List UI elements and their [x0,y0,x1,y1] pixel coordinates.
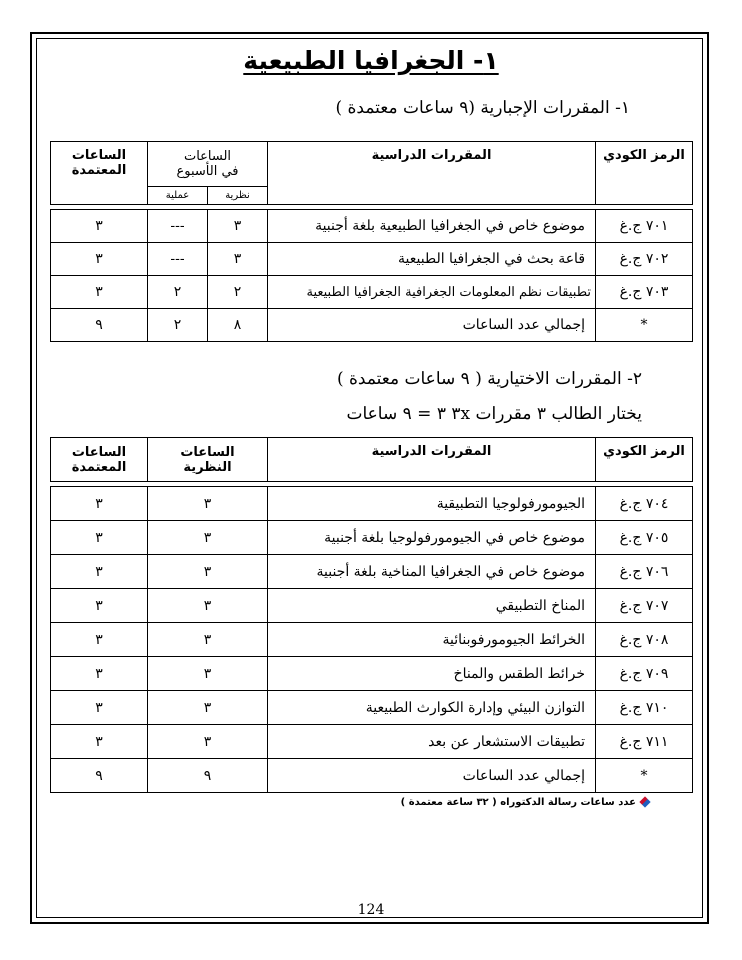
table-total-row: * إجمالي عدد الساعات ٨ ٢ ٩ [51,309,693,342]
table-row: ٧٠٥ ج.غ موضوع خاص في الجيومورفولوجيا بلغة أجنبية ٣ ٣ [51,521,693,555]
header-theoretical: نظرية [208,187,268,205]
page-number: 124 [357,902,385,918]
header-code: الرمز الكودي [596,142,693,205]
section2-note: يختار الطالب ٣ مقررات ٣x ٣ = ٩ ساعات [346,404,642,424]
header-credit: الساعات المعتمدة [51,438,148,482]
table-row: ٧١١ ج.غ تطبيقات الاستشعار عن بعد ٣ ٣ [51,725,693,759]
table-row: ٧٠٩ ج.غ خرائط الطقس والمناخ ٣ ٣ [51,657,693,691]
table-total-row: * إجمالي عدد الساعات ٩ ٩ [51,759,693,793]
header-theoretical-hours: الساعات النظرية [148,438,268,482]
table-header-row [51,142,693,187]
table-row: ٧٠١ ج.غ موضوع خاص في الجغرافيا الطبيعية بلغة أجنبية ٣ --- ٣ [51,210,693,243]
compulsory-courses-table [50,141,693,342]
header-credit: الساعات المعتمدة [51,142,148,205]
table-row: ٧٠٦ ج.غ موضوع خاص في الجغرافيا المناخية بلغة أجنبية ٣ ٣ [51,555,693,589]
table-row: ٧٠٣ ج.غ تطبيقات نظم المعلومات الجغرافية الجغرافيا الطبيعية ٢ ٢ ٣ [51,276,693,309]
elective-courses-table [50,437,693,793]
table-row: ٧٠٤ ج.غ الجيومورفولوجيا التطبيقية ٣ ٣ [51,487,693,521]
table-row: ٧١٠ ج.غ التوازن البيئي وإدارة الكوارث الطبيعية ٣ ٣ [51,691,693,725]
header-course: المقررات الدراسية [268,142,596,205]
section1-heading: ١- المقررات الإجبارية (٩ ساعات معتمدة ) [335,98,630,118]
footnote: عدد ساعات رسالة الدكتوراه ( ٣٢ ساعة معتمدة ) [401,797,650,808]
header-weekly-hours: الساعات في الأسبوع [148,142,268,187]
table-row: ٧٠٢ ج.غ قاعة بحث في الجغرافيا الطبيعية ٣ --- ٣ [51,243,693,276]
table-header-row [51,438,693,482]
header-practical: عملية [148,187,208,205]
table-row: ٧٠٨ ج.غ الخرائط الجيومورفوبنائية ٣ ٣ [51,623,693,657]
bullet-diamond-icon [640,797,650,807]
table-row: ٧٠٧ ج.غ المناخ التطبيقي ٣ ٣ [51,589,693,623]
page-title: ١- الجغرافيا الطبيعية [243,46,499,75]
header-course: المقررات الدراسية [268,438,596,482]
header-code: الرمز الكودي [596,438,693,482]
section2-heading: ٢- المقررات الاختيارية ( ٩ ساعات معتمدة ) [336,369,642,389]
